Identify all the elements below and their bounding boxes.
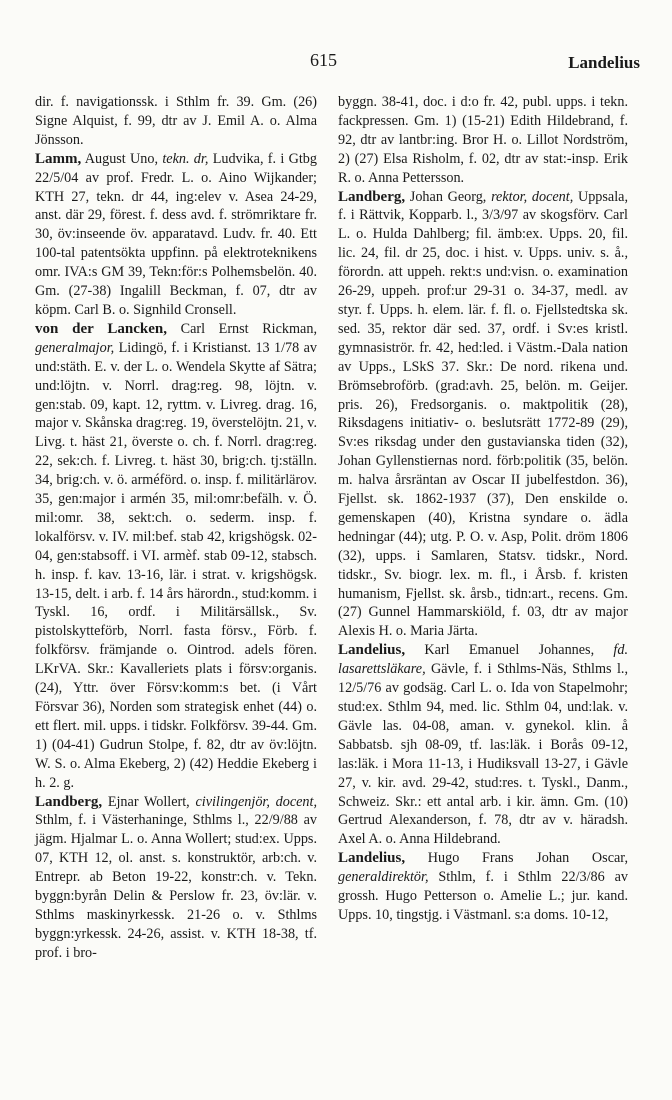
entry-surname: Landberg,	[338, 188, 406, 205]
entry-surname: von der Lancken,	[35, 320, 167, 337]
entry-given-names: August Uno,	[81, 150, 163, 167]
entry-occupation: tekn. dr,	[162, 150, 209, 167]
entry-body: Ludvika, f. i Gtbg 22/5/04 av prof. Fredr. L. o. Aino Wijkander; KTH 27, tekn. dr 44, ing:elev v. Asea 24-29, anst. där 29, förest. f. dess avd. f. strömriktare fr. 30, öv:inseende öv. apparatavd. Ludv. fr. 40. Ett 100-tal patentsökta uppfinn. på elektroteknikens omr. IVA:s GM 39, Tekn:för:s Polhemsbelön. 40. Gm. (27-38) Ingalill Beckman, f. 07, dtr av köpm. Carl B. o. Signhild Cronsell.	[35, 150, 317, 318]
entry-occupation: fd. lasarettsläkare,	[338, 642, 628, 678]
right-column	[338, 93, 628, 925]
entry-occupation: generalmajor,	[35, 339, 115, 356]
left-column	[35, 93, 317, 963]
entry-body: Uppsala, f. i Rättvik, Kopparb. l., 3/3/97 av skogsförv. Carl L. o. Hulda Dahlberg; fil. ämb:ex. Upps. 20, fil. lic. 24, fil. dr 25, doc. i hist. v. Upps. univ. s. å., förordn. att uppeh. rekt:s und:visn. o. examination 26-29, uppeh. prof:ur 29-31 o. 34-37, medl. av styr. f. Upps. h. elem. lär. f. fl. o. Fjellstedtska sk. sed. 35, rektor där sed. 37, ordf. i Sv:es kristl. gymnasiströr. fr. 42, hed:led. i Västm.-Dala nation av Upps., LSkS 37. Skr.: De nord. rikena und. Brömsebroförb. (grad:avh. 25, belön. m. Geijer. pris. 26), Fredsorganis. o. maktpolitik (28), Riksdagens initiativ- o. beslutsrätt 1772-89 (29), Sv:es riksdag under den gustavianska tiden (32), Johan Gyllenstiernas nord. förb:politik (35, belön. m. halva årsräntan av Oscar II jubelfestdon. 36), Fjellst. sk. 1862-1937 (37), Den enskilde o. gemenskapen (40), Kristna syndare o. ädla hedningar (44); utg. P. O. v. Asp, Polit. dröm 1806 (32), upps. i Samlaren, Statsv. tidskr., Nord. tidskr., Sv. biogr. lex. m. fl., i Årsb. f. kristen humanism, Fjellst. sk. årsb., tidn:art., recens. Gm. (27) Gunnel Hammarskiöld, f. 03, dtr av major Alexis H. o. Maria Järta.	[338, 188, 628, 640]
entry-given-names: Johan Georg,	[405, 188, 492, 205]
entry-occupation: rektor, docent,	[491, 188, 574, 205]
entry-occupation: generaldirektör,	[338, 869, 429, 886]
entry-lamm	[35, 150, 317, 320]
entry-surname: Landberg,	[35, 793, 103, 810]
entry-von-der-lancken	[35, 320, 317, 793]
entry-body: Gävle, f. i Sthlms-Näs, Sthlms l., 12/5/76 av godsäg. Carl L. o. Ida von Stapelmohr; stud:ex. Sthlm 94, med. lic. Sthlm 04, und:lak. v. Gävle las. 04-08, aman. v. gynekol. klin. å Sabbatsb. sjh 08-09, tf. las:läk. i Borås 09-12, las:läk. i Mora 11-13, i Hudiksvall 13-27, i Gävle 27, v. kir. avd. 29-42, stud:res. t. Tyskl., Danm., Schweiz. Skr.: ett antal arb. i kir. ämn. Gm. (10) Gertrud Alexanderson, f. 78, dtr av v. häradsh. Axel A. o. Anna Hildebrand.	[338, 661, 628, 848]
entry-body: Sthlm, f. i Västerhaninge, Sthlms l., 22/9/88 av jägm. Hjalmar L. o. Anna Wollert; stud:ex. Upps. 07, KTH 12, ol. anst. s. konstruktör, arb:ch. v. Entrepr. ab Beton 19-22, konstr:ch. v. Tekn. byggn:byrån Delin & Perslow fr. 23, öv:lär. v. Sthlms maskinyrkessk. 21-26 o. v. Sthlms byggn:yrkessk. 24-26, assist. v. KTH 18-38, tf. prof. i bro-	[35, 812, 317, 961]
entry-body: Sthlm, f. i Sthlm 22/3/86 av grossh. Hugo Petterson o. Amelie L.; jur. kand. Upps. 10, tingstjg. i Västmanl. s:a doms. 10-12,	[338, 869, 628, 923]
continued-text: dir. f. navigationssk. i Sthlm fr. 39. Gm. (26) Signe Alquist, f. 99, dtr av J. Emil A. o. Alma Jönsson.	[35, 94, 317, 148]
running-head: Landelius	[568, 53, 640, 72]
entry-landberg-ejnar	[35, 793, 317, 963]
entry-given-names: Hugo Frans Johan Oscar,	[405, 850, 628, 867]
entry-surname: Landelius,	[338, 850, 406, 867]
entry-occupation: civilingenjör, docent,	[195, 793, 317, 810]
entry-surname: Lamm,	[35, 150, 82, 167]
entry-given-names: Ejnar Wollert,	[102, 793, 196, 810]
entry-body: Lidingö, f. i Kristianst. 13 1/78 av und:stäth. E. v. der L. o. Wendela Skytte af Sätra; und:löjtn. v. Norrl. drag:reg. 98, löjtn. v. gen:stab. 09, kapt. 12, ryttm. v. Livreg. drag. 16, major v. Skånska drag:reg. 19, överstelöjtn. 21, v. Livg. t. häst 21, överste o. ch. f. Norrl. drag:reg. 22, sek:ch. f. Livreg. t. häst 30, brig:ch. tj:ställn. 34, brig:ch. v. ö. arméförd. o. insp. f. militärlärov. 35, gen:major i armén 35, mil:omr:befälh. v. Ö. mil:omr. 38, sekt:ch. o. sederm. insp. f. lokalförsv. v. IV. mil:bef. stab 42, krigshögsk. 02-04, gen:stabsoff. i VI. armèf. stab 09-12, stabsch. h. insp. f. kav. 13-16, lär. i strat. v. krigshögsk. 13-15, delt. i arb. f. 14 års härordn., stud:komm. i Tyskl. 16, ordf. i Militärsällsk., Sv. pistolskytteförb, Norrl. fasta försv., Förb. f. folkförsv. främjande o. Ointrod. adels fören. LKrVA. Skr.: Kavalleriets plats i försv:organis. (24), Yttr. över Försv:komm:s bet. (i Vårt Försvar 36), Norden som strategisk enhet (44) o. ett flert. mil. upps. i tidskr. Folkförsv. 39-44. Gm. 1) (04-41) Gudrun Stolpe, f. 82, dtr av öv:löjtn. W. S. o. Alma Ekeberg, 2) (42) Heddie Ekeberg i h. 2. g.	[35, 339, 317, 791]
entry-landberg-johan	[338, 188, 628, 642]
entry-landelius-hugo	[338, 849, 628, 925]
entry-landelius-karl	[338, 641, 628, 849]
entry-given-names: Karl Emanuel Johannes,	[405, 642, 614, 659]
entry-given-names: Carl Ernst Rickman,	[166, 320, 317, 337]
continued-text: byggn. 38-41, doc. i d:o fr. 42, publ. upps. i tekn. fackpressen. Gm. 1) (15-21) Edith Hildebrand, f. 92, dtr av lantbr:ing. Bror H. o. Lillot Nordström, 2) (27) Elsa Risholm, f. 02, dtr av stat:-insp. Erik R. o. Anna Pettersson.	[338, 94, 628, 186]
entry-surname: Landelius,	[338, 642, 406, 659]
page-number: 615	[310, 50, 337, 70]
